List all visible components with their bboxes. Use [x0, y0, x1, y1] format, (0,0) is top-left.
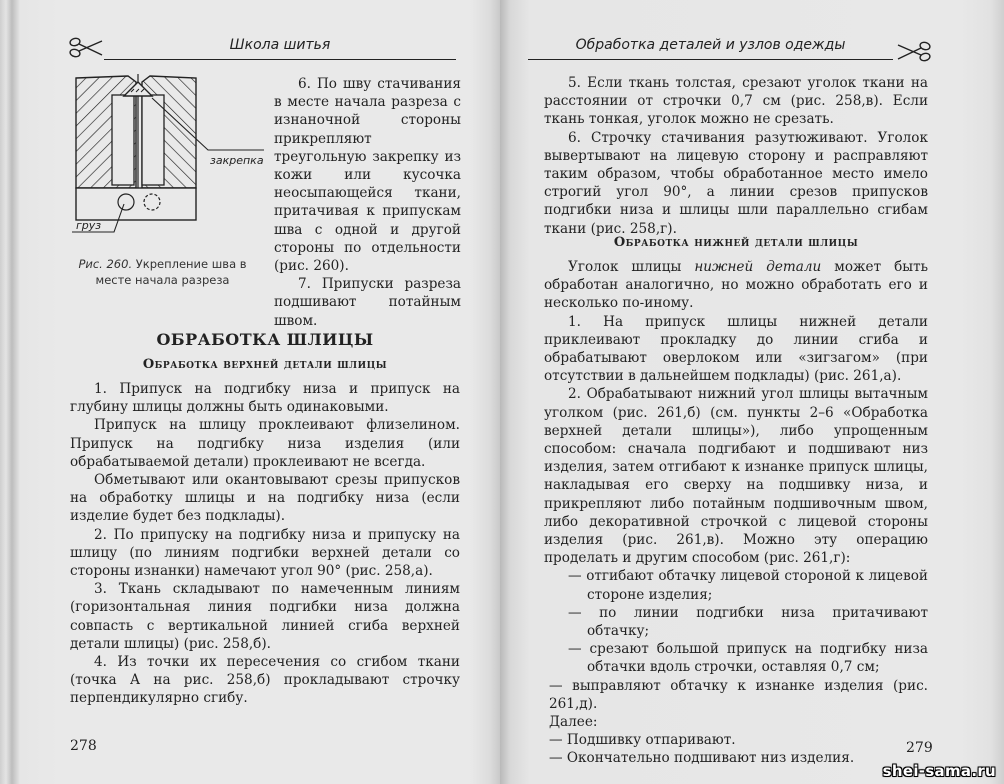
running-head-title: Школа шитья	[229, 37, 331, 53]
paragraph: 7. Припуски разреза подшивают потайным швом.	[274, 276, 461, 329]
intro-emphasis: нижней детали	[694, 259, 822, 275]
running-head-left	[104, 36, 456, 60]
paragraph: 1. На припуск шлицы нижней детали приклеивают прокладку до линии сгиба и обрабатывают оверлоком или «зигзагом» (при отсутствии в дальнейшем подклады) (рис. 261,а).	[544, 313, 928, 385]
final-item: — Окончательно подшивают низ изделия.	[549, 750, 855, 767]
watermark: shei-sama.ru	[882, 762, 996, 780]
page-number-right: 279	[906, 740, 933, 756]
header-rule	[528, 59, 893, 60]
body-text-right	[544, 258, 928, 768]
dash-item: — по линии подгибки низа притачивают обтачку;	[568, 604, 928, 640]
side-text	[274, 75, 461, 330]
paragraph: Припуск на шлицу проклеивают флизелином. Припуск на подгибку низа изделия (или обрабатываемой детали) проклеивают не всегда.	[70, 417, 460, 470]
caption-text: Укрепление шва в месте начала разреза	[95, 257, 247, 287]
header-rule	[104, 59, 456, 60]
body-text-right-top	[544, 74, 928, 238]
scissors-icon	[68, 36, 104, 60]
body-text-left	[70, 380, 460, 708]
further-label: Далее:	[549, 714, 598, 731]
paragraph: Обметывают или окантовывают срезы припусков на обработку шлицы и на подгибку низа (если изделие будет без подклады).	[70, 472, 460, 525]
scissors-icon	[896, 40, 932, 64]
intro-text: Уголок шлицы	[568, 259, 695, 275]
running-head-right	[528, 36, 893, 60]
subsection-heading: Обработка верхней детали шлицы	[142, 357, 388, 372]
label-clip: закрепка	[210, 154, 264, 167]
dash-item: — отгибают обтачку лицевой стороной к лицевой стороне изделия;	[568, 568, 928, 603]
paragraph: 6. По шву стачивания в месте начала разреза с изнаночной стороны прикрепляют треугольную закрепку из кожи или кусочка неосыпающейся ткани, притачивая к припускам шва с одной и другой стороны по отдельности (рис. 260).	[274, 76, 461, 275]
figure-caption	[60, 256, 265, 288]
paragraph: 5. Если ткань толстая, срезают уголок ткани на расстоянии от строчки 0,7 см (рис. 258,в). Если ткань тонкая, уголок можно не срезать.	[544, 75, 928, 128]
page-number-left: 278	[70, 738, 97, 754]
label-weight: груз	[76, 219, 102, 232]
paragraph: 6. Строчку стачивания разутюживают. Уголок вывертывают на лицевую сторону и расправляют таким образом, чтобы обработанное место имело строгий угол 90°, а линии срезов припусков подгибки низа и шлицы шли параллельно сгибам ткани (рис. 258,г).	[544, 129, 928, 237]
caption-figure-number: Рис. 260.	[78, 257, 133, 271]
paragraph: 1. Припуск на подгибку низа и припуск на глубину шлицы должны быть одинаковыми.	[70, 381, 460, 416]
intro-paragraph	[544, 258, 928, 313]
dash-item: — срезают большой припуск на подгибку низа обтачки вдоль строчки, оставляя 0,7 см;	[568, 641, 928, 676]
paragraph: 4. Из точки их пересечения со сгибом ткани (точка А на рис. 258,б) прокладывают строчку перпендикулярно сгибу.	[70, 654, 460, 707]
paragraph: 2. Обрабатывают нижний угол шлицы вытачным уголком (рис. 261,б) (см. пункты 2–6 «Обработка верхней детали шлицы»), либо упрощенным способом: сначала подгибают и подшивают низ изделия, затем отгибают к изнанке припуск шлицы, накладывая его сверху на подшивку низа, и прикрепляют либо потайным подшивочным швом, либо декоративной строчкой с лицевой стороны изделия (рис. 261,в). Можно эту операцию проделать и другим способом (рис. 261,г):	[544, 386, 928, 567]
section-heading: ОБРАБОТКА ШЛИЦЫ	[156, 330, 374, 349]
paragraph: 3. Ткань складывают по намеченным линиям (горизонтальная линия подгибки низа должна совпасть с вертикальной линией сгиба верхней детали шлицы) (рис. 258,б).	[70, 581, 460, 652]
right-page	[500, 0, 1004, 784]
dash-item: — выправляют обтачку к изнанке изделия (рис. 261,д).	[549, 677, 928, 712]
running-head-title: Обработка деталей и узлов одежды	[575, 37, 846, 53]
subsection-heading: Обработка нижней детали шлицы	[613, 235, 859, 250]
intro-text: может быть обработан аналогично, но можно обработать его и несколько по-иному.	[544, 259, 928, 312]
figure-260	[68, 70, 266, 240]
final-item: — Подшивку отпаривают.	[549, 732, 736, 749]
left-page	[0, 0, 500, 784]
paragraph: 2. По припуску на подгибку низа и припуску на шлицу (по линиям подгибки верхней детали со стороны изнанки) намечают угол 90° (рис. 258,а).	[70, 526, 460, 580]
